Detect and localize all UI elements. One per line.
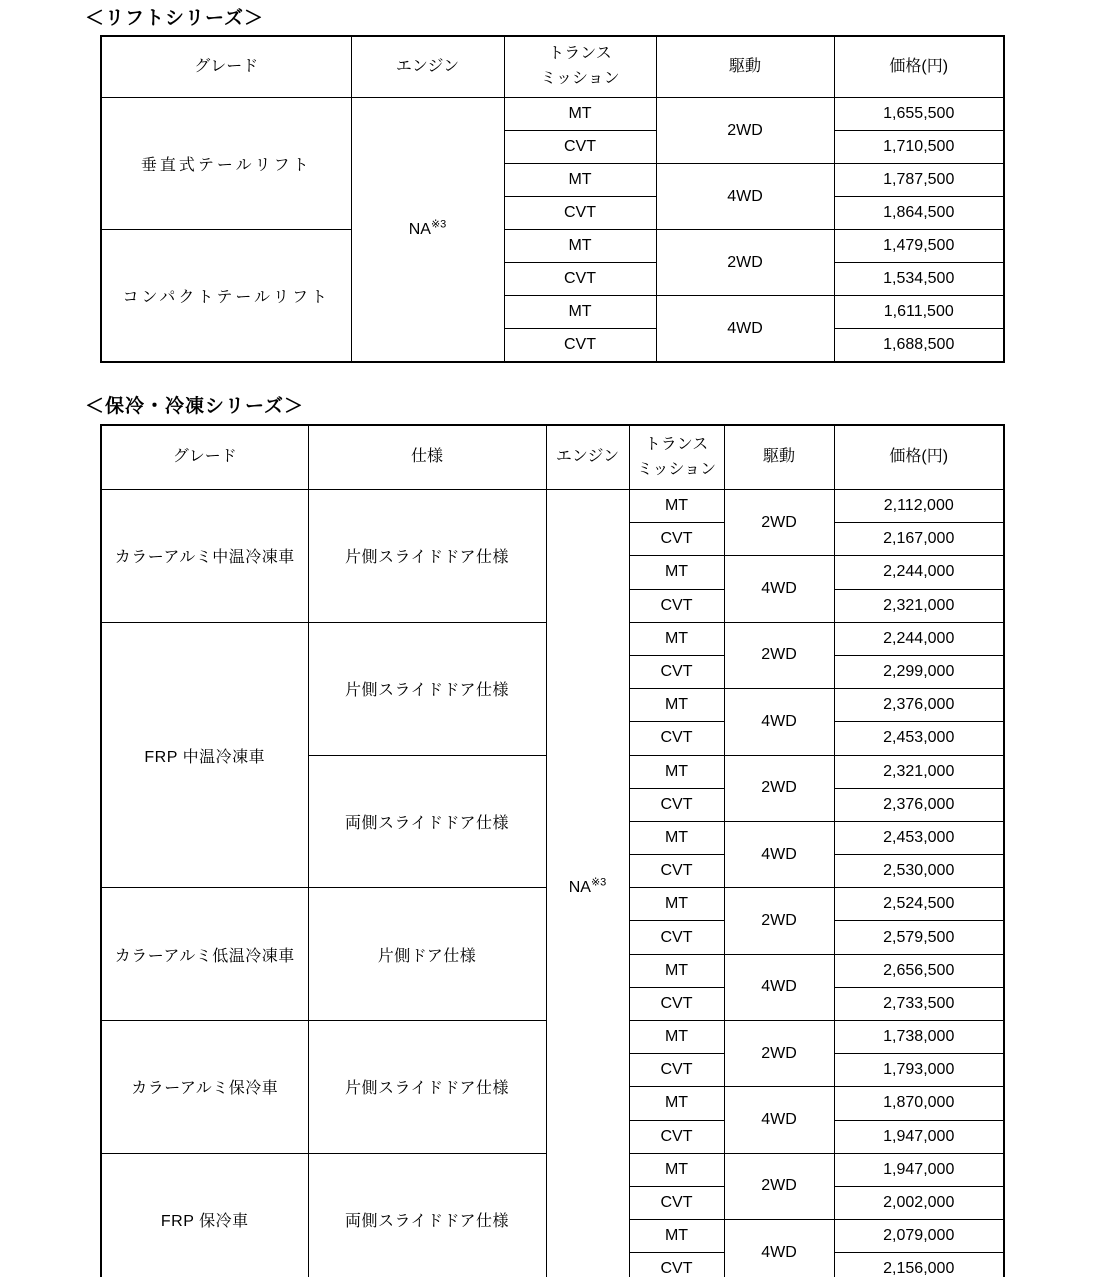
price-cell: 1,611,500 <box>834 296 1004 329</box>
price-cell: 2,321,000 <box>834 755 1004 788</box>
transmission-cell: MT <box>629 689 724 722</box>
price-cell: 2,733,500 <box>834 987 1004 1020</box>
spec-cell: 両側スライドドア仕様 <box>308 1153 546 1277</box>
grade-cell-vertical-tail-lift: 垂直式テールリフト <box>101 98 351 230</box>
price-cell: 2,321,000 <box>834 589 1004 622</box>
transmission-cell: CVT <box>629 523 724 556</box>
reefer-header-drive: 駆動 <box>724 425 834 490</box>
price-cell: 1,947,000 <box>834 1120 1004 1153</box>
engine-value: NA <box>408 220 431 238</box>
price-cell: 1,688,500 <box>834 329 1004 363</box>
drive-cell: 2WD <box>724 622 834 688</box>
transmission-cell: MT <box>629 888 724 921</box>
price-cell: 2,167,000 <box>834 523 1004 556</box>
drive-cell: 4WD <box>724 821 834 887</box>
drive-cell: 4WD <box>724 1220 834 1277</box>
spec-cell: 片側スライドドア仕様 <box>308 490 546 623</box>
price-cell: 1,710,500 <box>834 131 1004 164</box>
table-row <box>101 230 1004 263</box>
transmission-cell: MT <box>629 1153 724 1186</box>
price-cell: 2,530,000 <box>834 855 1004 888</box>
transmission-cell: MT <box>629 1220 724 1253</box>
transmission-cell: MT <box>629 1087 724 1120</box>
price-cell: 1,947,000 <box>834 1153 1004 1186</box>
engine-note: ※3 <box>590 876 607 889</box>
transmission-cell: MT <box>629 1021 724 1054</box>
transmission-cell: CVT <box>504 131 656 164</box>
reefer-header-transmission-line2: ミッション <box>636 460 717 478</box>
price-cell: 1,479,500 <box>834 230 1004 263</box>
grade-cell-color-alumi-cool-van: カラーアルミ保冷車 <box>101 1021 308 1154</box>
reefer-header-transmission-line1: トランス <box>644 435 709 453</box>
spec-cell: 両側スライドドア仕様 <box>308 755 546 888</box>
transmission-cell: CVT <box>629 1186 724 1219</box>
transmission-cell: CVT <box>504 329 656 363</box>
reefer-header-price: 価格(円) <box>834 425 1004 490</box>
price-cell: 2,112,000 <box>834 490 1004 523</box>
grade-cell-frp-cool-van: FRP 保冷車 <box>101 1153 308 1277</box>
table-row <box>101 490 1004 523</box>
transmission-cell: CVT <box>629 921 724 954</box>
reefer-series-title: ＜保冷・冷凍シリーズ＞ <box>85 396 305 417</box>
spec-cell: 片側スライドドア仕様 <box>308 622 546 755</box>
price-cell: 2,244,000 <box>834 556 1004 589</box>
transmission-cell: CVT <box>504 263 656 296</box>
engine-cell <box>351 98 504 363</box>
transmission-cell: CVT <box>629 589 724 622</box>
price-cell: 2,376,000 <box>834 788 1004 821</box>
transmission-cell: MT <box>504 230 656 263</box>
lift-header-drive: 駆動 <box>656 36 834 98</box>
reefer-price-table <box>100 424 1005 1277</box>
grade-cell-color-alumi-mid-temp-freezer: カラーアルミ中温冷凍車 <box>101 490 308 623</box>
price-cell: 2,656,500 <box>834 954 1004 987</box>
drive-cell: 4WD <box>656 164 834 230</box>
price-cell: 1,787,500 <box>834 164 1004 197</box>
price-cell: 1,738,000 <box>834 1021 1004 1054</box>
lift-header-engine: エンジン <box>351 36 504 98</box>
engine-cell <box>546 490 629 1277</box>
price-cell: 2,579,500 <box>834 921 1004 954</box>
transmission-cell: MT <box>504 98 656 131</box>
price-cell: 1,864,500 <box>834 197 1004 230</box>
drive-cell: 2WD <box>656 98 834 164</box>
drive-cell: 2WD <box>724 490 834 556</box>
lift-header-transmission-line1: トランス <box>548 45 612 63</box>
transmission-cell: CVT <box>629 788 724 821</box>
transmission-cell: MT <box>629 556 724 589</box>
reefer-header-grade: グレード <box>101 425 308 490</box>
lift-header-price: 価格(円) <box>834 36 1004 98</box>
transmission-cell: MT <box>629 490 724 523</box>
transmission-cell: CVT <box>629 855 724 888</box>
transmission-cell: CVT <box>629 987 724 1020</box>
transmission-cell: MT <box>629 821 724 854</box>
grade-cell-color-alumi-low-temp-freezer: カラーアルミ低温冷凍車 <box>101 888 308 1021</box>
drive-cell: 4WD <box>724 954 834 1020</box>
grade-cell-compact-tail-lift: コンパクトテールリフト <box>101 230 351 363</box>
reefer-header-engine: エンジン <box>546 425 629 490</box>
drive-cell: 4WD <box>656 296 834 363</box>
grade-cell-frp-mid-temp-freezer: FRP 中温冷凍車 <box>101 622 308 888</box>
transmission-cell: CVT <box>504 197 656 230</box>
price-cell: 2,299,000 <box>834 655 1004 688</box>
spec-cell: 片側ドア仕様 <box>308 888 546 1021</box>
transmission-cell: MT <box>504 164 656 197</box>
transmission-cell: CVT <box>629 1253 724 1277</box>
transmission-cell: MT <box>629 954 724 987</box>
table-row <box>101 98 1004 131</box>
transmission-cell: CVT <box>629 1120 724 1153</box>
drive-cell: 2WD <box>724 1153 834 1219</box>
price-cell: 1,655,500 <box>834 98 1004 131</box>
price-cell: 2,376,000 <box>834 689 1004 722</box>
price-cell: 1,793,000 <box>834 1054 1004 1087</box>
drive-cell: 2WD <box>724 755 834 821</box>
transmission-cell: MT <box>629 755 724 788</box>
lift-header-transmission <box>504 36 656 98</box>
transmission-cell: CVT <box>629 655 724 688</box>
price-cell: 2,244,000 <box>834 622 1004 655</box>
drive-cell: 2WD <box>724 1021 834 1087</box>
transmission-cell: CVT <box>629 1054 724 1087</box>
transmission-cell: CVT <box>629 722 724 755</box>
lift-series-title: ＜リフトシリーズ＞ <box>85 8 265 29</box>
reefer-header-transmission <box>629 425 724 490</box>
price-cell: 1,870,000 <box>834 1087 1004 1120</box>
drive-cell: 2WD <box>724 888 834 954</box>
lift-header-row <box>101 36 1004 98</box>
lift-price-table <box>100 35 1005 363</box>
transmission-cell: MT <box>629 622 724 655</box>
drive-cell: 4WD <box>724 689 834 755</box>
reefer-header-spec: 仕様 <box>308 425 546 490</box>
spec-cell: 片側スライドドア仕様 <box>308 1021 546 1154</box>
price-cell: 2,453,000 <box>834 722 1004 755</box>
price-cell: 1,534,500 <box>834 263 1004 296</box>
transmission-cell: MT <box>504 296 656 329</box>
engine-note: ※3 <box>430 218 447 231</box>
engine-value: NA <box>568 878 591 896</box>
price-cell: 2,524,500 <box>834 888 1004 921</box>
reefer-header-row <box>101 425 1004 490</box>
price-cell: 2,156,000 <box>834 1253 1004 1277</box>
drive-cell: 2WD <box>656 230 834 296</box>
price-cell: 2,002,000 <box>834 1186 1004 1219</box>
drive-cell: 4WD <box>724 1087 834 1153</box>
lift-header-transmission-line2: ミッション <box>540 70 620 87</box>
price-cell: 2,079,000 <box>834 1220 1004 1253</box>
lift-header-grade: グレード <box>101 36 351 98</box>
drive-cell: 4WD <box>724 556 834 622</box>
price-cell: 2,453,000 <box>834 821 1004 854</box>
